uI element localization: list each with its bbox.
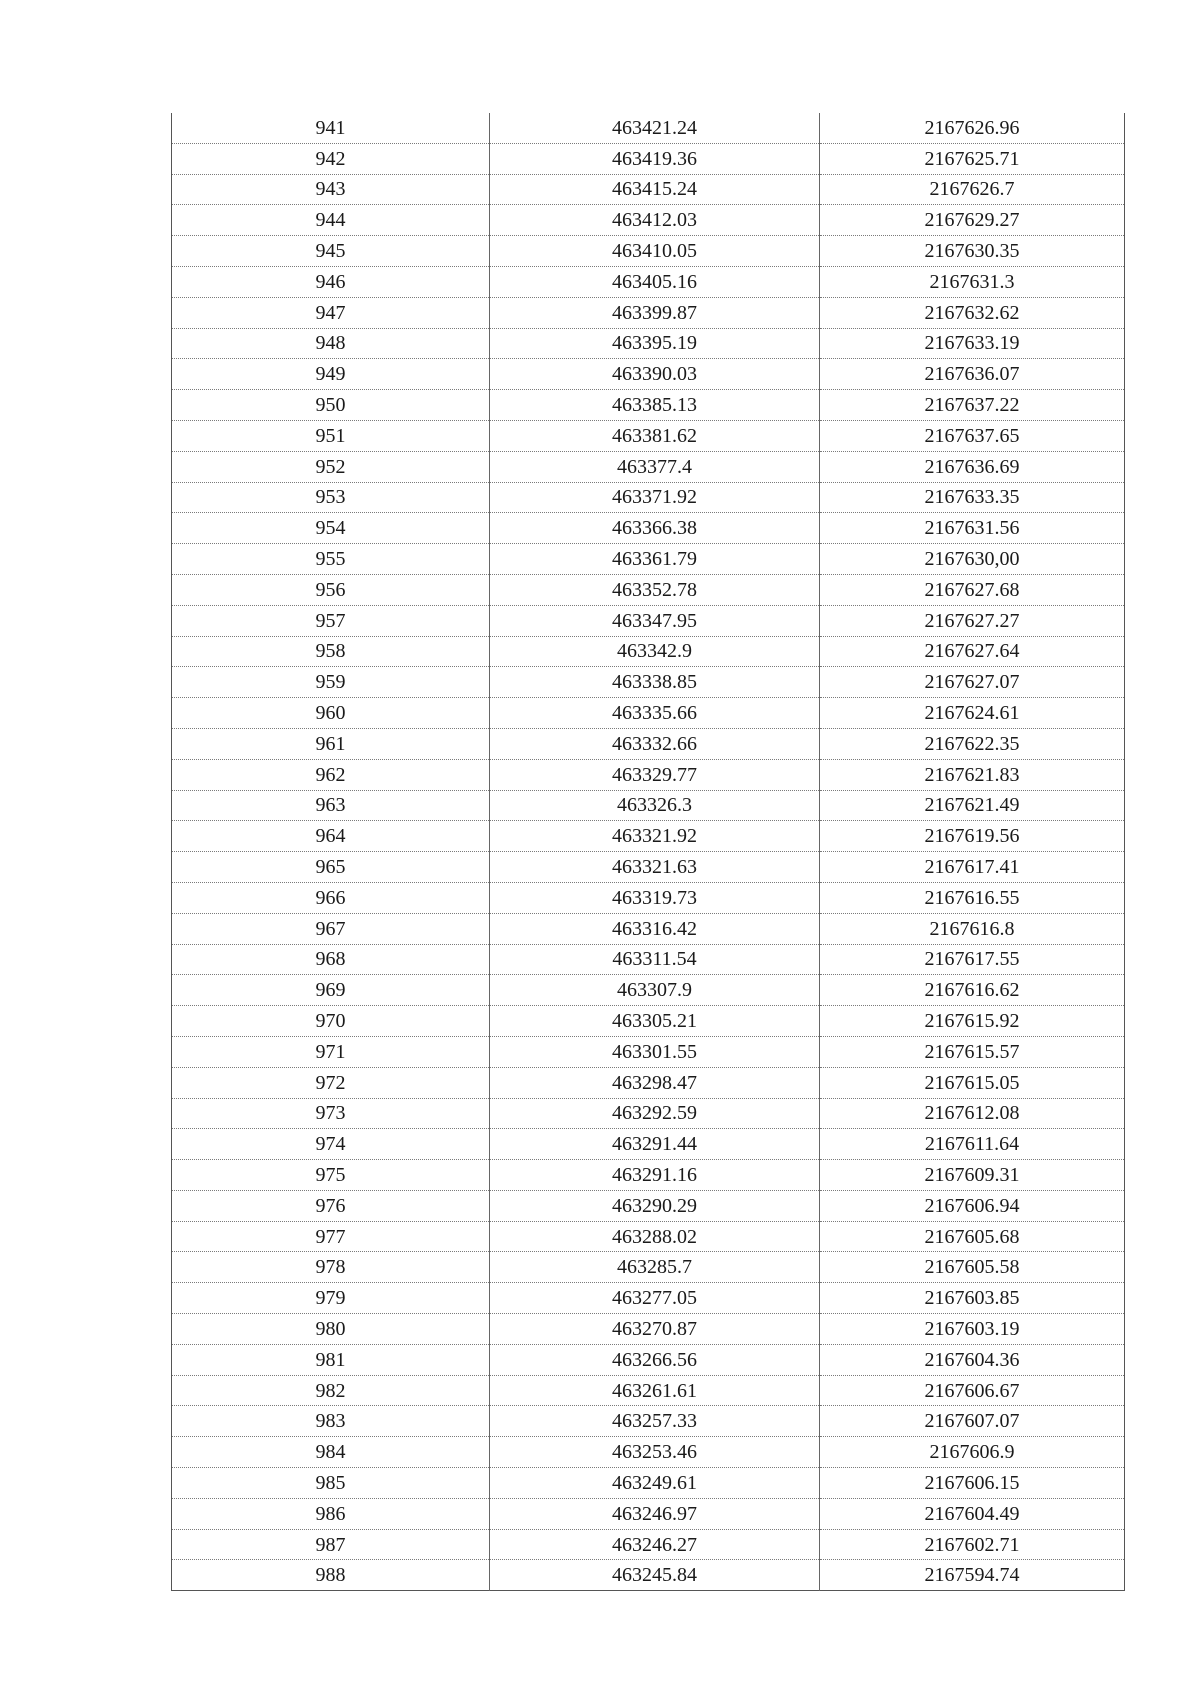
table-row (172, 636, 1125, 667)
y-coordinate-cell: 2167621.83 (820, 759, 1125, 790)
x-coordinate-cell: 463338.85 (490, 667, 820, 698)
table-row (172, 1406, 1125, 1437)
point-number-cell: 942 (172, 143, 490, 174)
point-number-cell: 976 (172, 1190, 490, 1221)
point-number-cell: 968 (172, 944, 490, 975)
point-number-cell: 963 (172, 790, 490, 821)
y-coordinate-cell: 2167631.56 (820, 513, 1125, 544)
y-coordinate-cell: 2167594.74 (820, 1560, 1125, 1591)
x-coordinate-cell: 463366.38 (490, 513, 820, 544)
point-number-cell: 944 (172, 205, 490, 236)
table-row (172, 1314, 1125, 1345)
point-number-cell: 974 (172, 1129, 490, 1160)
y-coordinate-cell: 2167633.35 (820, 482, 1125, 513)
y-coordinate-cell: 2167627.64 (820, 636, 1125, 667)
table-row (172, 1129, 1125, 1160)
y-coordinate-cell: 2167629.27 (820, 205, 1125, 236)
table-row (172, 1283, 1125, 1314)
table-row (172, 1036, 1125, 1067)
y-coordinate-cell: 2167606.15 (820, 1468, 1125, 1499)
x-coordinate-cell: 463395.19 (490, 328, 820, 359)
y-coordinate-cell: 2167609.31 (820, 1160, 1125, 1191)
x-coordinate-cell: 463301.55 (490, 1036, 820, 1067)
y-coordinate-cell: 2167615.57 (820, 1036, 1125, 1067)
table-row (172, 1468, 1125, 1499)
y-coordinate-cell: 2167616.62 (820, 975, 1125, 1006)
y-coordinate-cell: 2167637.65 (820, 420, 1125, 451)
point-number-cell: 950 (172, 390, 490, 421)
y-coordinate-cell: 2167616.8 (820, 913, 1125, 944)
table-row (172, 236, 1125, 267)
point-number-cell: 977 (172, 1221, 490, 1252)
point-number-cell: 970 (172, 1006, 490, 1037)
point-number-cell: 972 (172, 1067, 490, 1098)
x-coordinate-cell: 463298.47 (490, 1067, 820, 1098)
point-number-cell: 953 (172, 482, 490, 513)
x-coordinate-cell: 463361.79 (490, 544, 820, 575)
table-row (172, 482, 1125, 513)
x-coordinate-cell: 463326.3 (490, 790, 820, 821)
y-coordinate-cell: 2167627.68 (820, 574, 1125, 605)
table-row (172, 328, 1125, 359)
y-coordinate-cell: 2167617.55 (820, 944, 1125, 975)
x-coordinate-cell: 463321.92 (490, 821, 820, 852)
y-coordinate-cell: 2167612.08 (820, 1098, 1125, 1129)
table-row (172, 513, 1125, 544)
y-coordinate-cell: 2167636.07 (820, 359, 1125, 390)
table-row (172, 728, 1125, 759)
table-row (172, 1529, 1125, 1560)
x-coordinate-cell: 463412.03 (490, 205, 820, 236)
x-coordinate-cell: 463399.87 (490, 297, 820, 328)
point-number-cell: 966 (172, 882, 490, 913)
table-row (172, 821, 1125, 852)
point-number-cell: 985 (172, 1468, 490, 1499)
point-number-cell: 956 (172, 574, 490, 605)
point-number-cell: 969 (172, 975, 490, 1006)
table-row (172, 852, 1125, 883)
table-row (172, 544, 1125, 575)
point-number-cell: 949 (172, 359, 490, 390)
x-coordinate-cell: 463415.24 (490, 174, 820, 205)
y-coordinate-cell: 2167621.49 (820, 790, 1125, 821)
x-coordinate-cell: 463419.36 (490, 143, 820, 174)
point-number-cell: 958 (172, 636, 490, 667)
y-coordinate-cell: 2167604.49 (820, 1498, 1125, 1529)
x-coordinate-cell: 463410.05 (490, 236, 820, 267)
x-coordinate-cell: 463405.16 (490, 266, 820, 297)
y-coordinate-cell: 2167603.85 (820, 1283, 1125, 1314)
table-row (172, 451, 1125, 482)
x-coordinate-cell: 463342.9 (490, 636, 820, 667)
table-row (172, 205, 1125, 236)
x-coordinate-cell: 463307.9 (490, 975, 820, 1006)
x-coordinate-cell: 463246.97 (490, 1498, 820, 1529)
table-row (172, 359, 1125, 390)
table-row (172, 1344, 1125, 1375)
point-number-cell: 971 (172, 1036, 490, 1067)
table-row (172, 1067, 1125, 1098)
point-number-cell: 954 (172, 513, 490, 544)
x-coordinate-cell: 463421.24 (490, 113, 820, 143)
x-coordinate-cell: 463257.33 (490, 1406, 820, 1437)
point-number-cell: 960 (172, 698, 490, 729)
table-row (172, 113, 1125, 143)
y-coordinate-cell: 2167626.96 (820, 113, 1125, 143)
table-row (172, 605, 1125, 636)
point-number-cell: 957 (172, 605, 490, 636)
table-row (172, 1437, 1125, 1468)
x-coordinate-cell: 463332.66 (490, 728, 820, 759)
table-row (172, 1252, 1125, 1283)
point-number-cell: 943 (172, 174, 490, 205)
table-row (172, 420, 1125, 451)
y-coordinate-cell: 2167622.35 (820, 728, 1125, 759)
x-coordinate-cell: 463381.62 (490, 420, 820, 451)
y-coordinate-cell: 2167619.56 (820, 821, 1125, 852)
point-number-cell: 980 (172, 1314, 490, 1345)
table-row (172, 1560, 1125, 1591)
point-number-cell: 975 (172, 1160, 490, 1191)
y-coordinate-cell: 2167611.64 (820, 1129, 1125, 1160)
y-coordinate-cell: 2167616.55 (820, 882, 1125, 913)
y-coordinate-cell: 2167630,00 (820, 544, 1125, 575)
y-coordinate-cell: 2167627.07 (820, 667, 1125, 698)
point-number-cell: 983 (172, 1406, 490, 1437)
y-coordinate-cell: 2167632.62 (820, 297, 1125, 328)
point-number-cell: 952 (172, 451, 490, 482)
table-row (172, 1375, 1125, 1406)
x-coordinate-cell: 463311.54 (490, 944, 820, 975)
x-coordinate-cell: 463291.44 (490, 1129, 820, 1160)
x-coordinate-cell: 463253.46 (490, 1437, 820, 1468)
point-number-cell: 967 (172, 913, 490, 944)
x-coordinate-cell: 463371.92 (490, 482, 820, 513)
y-coordinate-cell: 2167633.19 (820, 328, 1125, 359)
table-row (172, 1006, 1125, 1037)
x-coordinate-cell: 463335.66 (490, 698, 820, 729)
y-coordinate-cell: 2167605.58 (820, 1252, 1125, 1283)
coordinate-table (171, 113, 1125, 1591)
table-row (172, 667, 1125, 698)
x-coordinate-cell: 463291.16 (490, 1160, 820, 1191)
table-row (172, 174, 1125, 205)
x-coordinate-cell: 463245.84 (490, 1560, 820, 1591)
x-coordinate-cell: 463385.13 (490, 390, 820, 421)
x-coordinate-cell: 463290.29 (490, 1190, 820, 1221)
x-coordinate-cell: 463292.59 (490, 1098, 820, 1129)
y-coordinate-cell: 2167604.36 (820, 1344, 1125, 1375)
point-number-cell: 978 (172, 1252, 490, 1283)
table-row (172, 1098, 1125, 1129)
y-coordinate-cell: 2167602.71 (820, 1529, 1125, 1560)
y-coordinate-cell: 2167626.7 (820, 174, 1125, 205)
point-number-cell: 945 (172, 236, 490, 267)
x-coordinate-cell: 463390.03 (490, 359, 820, 390)
point-number-cell: 982 (172, 1375, 490, 1406)
point-number-cell: 946 (172, 266, 490, 297)
y-coordinate-cell: 2167606.9 (820, 1437, 1125, 1468)
y-coordinate-cell: 2167606.94 (820, 1190, 1125, 1221)
y-coordinate-cell: 2167603.19 (820, 1314, 1125, 1345)
y-coordinate-cell: 2167617.41 (820, 852, 1125, 883)
y-coordinate-cell: 2167615.05 (820, 1067, 1125, 1098)
table-row (172, 1190, 1125, 1221)
x-coordinate-cell: 463270.87 (490, 1314, 820, 1345)
point-number-cell: 964 (172, 821, 490, 852)
y-coordinate-cell: 2167624.61 (820, 698, 1125, 729)
point-number-cell: 961 (172, 728, 490, 759)
table-row (172, 1498, 1125, 1529)
table-row (172, 297, 1125, 328)
x-coordinate-cell: 463277.05 (490, 1283, 820, 1314)
table-row (172, 698, 1125, 729)
point-number-cell: 965 (172, 852, 490, 883)
y-coordinate-cell: 2167605.68 (820, 1221, 1125, 1252)
y-coordinate-cell: 2167607.07 (820, 1406, 1125, 1437)
y-coordinate-cell: 2167636.69 (820, 451, 1125, 482)
y-coordinate-cell: 2167631.3 (820, 266, 1125, 297)
x-coordinate-cell: 463316.42 (490, 913, 820, 944)
x-coordinate-cell: 463246.27 (490, 1529, 820, 1560)
x-coordinate-cell: 463319.73 (490, 882, 820, 913)
point-number-cell: 981 (172, 1344, 490, 1375)
point-number-cell: 955 (172, 544, 490, 575)
x-coordinate-cell: 463285.7 (490, 1252, 820, 1283)
x-coordinate-cell: 463329.77 (490, 759, 820, 790)
x-coordinate-cell: 463305.21 (490, 1006, 820, 1037)
table-row (172, 266, 1125, 297)
table-row (172, 1221, 1125, 1252)
y-coordinate-cell: 2167615.92 (820, 1006, 1125, 1037)
point-number-cell: 959 (172, 667, 490, 698)
point-number-cell: 984 (172, 1437, 490, 1468)
point-number-cell: 962 (172, 759, 490, 790)
point-number-cell: 988 (172, 1560, 490, 1591)
x-coordinate-cell: 463261.61 (490, 1375, 820, 1406)
x-coordinate-cell: 463266.56 (490, 1344, 820, 1375)
table-row (172, 913, 1125, 944)
y-coordinate-cell: 2167630.35 (820, 236, 1125, 267)
x-coordinate-cell: 463377.4 (490, 451, 820, 482)
point-number-cell: 979 (172, 1283, 490, 1314)
point-number-cell: 947 (172, 297, 490, 328)
point-number-cell: 941 (315, 116, 346, 139)
table-row (172, 759, 1125, 790)
x-coordinate-cell: 463347.95 (490, 605, 820, 636)
x-coordinate-cell: 463288.02 (490, 1221, 820, 1252)
y-coordinate-cell: 2167606.67 (820, 1375, 1125, 1406)
point-number-cell: 973 (172, 1098, 490, 1129)
point-number-cell: 986 (172, 1498, 490, 1529)
coordinate-table-body (172, 113, 1125, 1591)
table-row (172, 790, 1125, 821)
x-coordinate-cell: 463352.78 (490, 574, 820, 605)
table-row (172, 1160, 1125, 1191)
table-row (172, 390, 1125, 421)
y-coordinate-cell: 2167625.71 (820, 143, 1125, 174)
table-row (172, 143, 1125, 174)
table-row (172, 975, 1125, 1006)
x-coordinate-cell: 463249.61 (490, 1468, 820, 1499)
x-coordinate-cell: 463321.63 (490, 852, 820, 883)
table-row (172, 574, 1125, 605)
y-coordinate-cell: 2167627.27 (820, 605, 1125, 636)
point-number-cell: 948 (172, 328, 490, 359)
table-row (172, 882, 1125, 913)
y-coordinate-cell: 2167637.22 (820, 390, 1125, 421)
table-row (172, 944, 1125, 975)
point-number-cell: 951 (172, 420, 490, 451)
point-number-cell: 987 (172, 1529, 490, 1560)
